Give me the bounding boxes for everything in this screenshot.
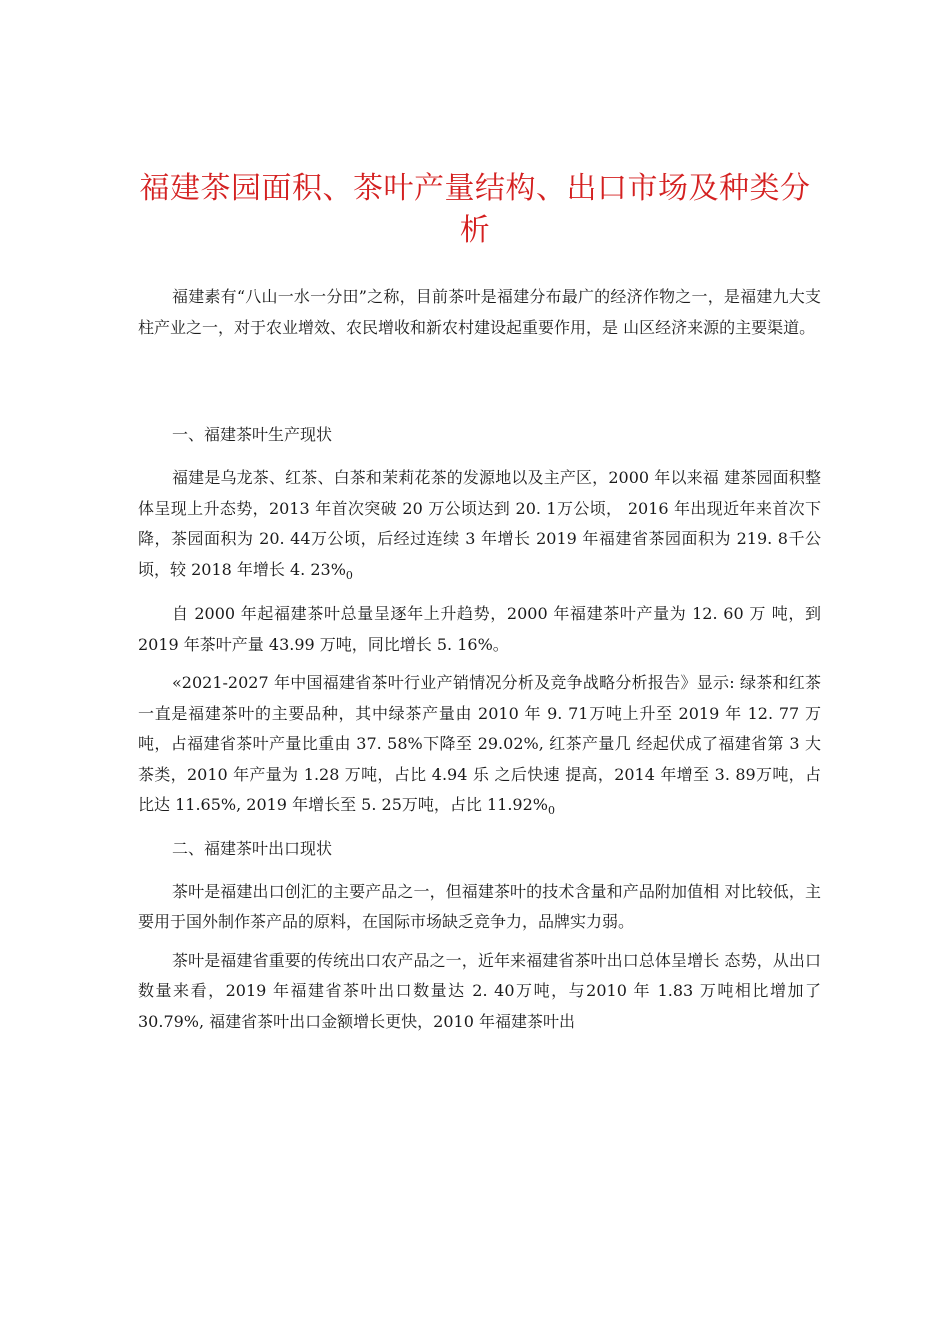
section-1-paragraph-1 — [138, 463, 821, 591]
section-1-paragraph-3-tail: 0 — [547, 804, 555, 817]
section-1-paragraph-1-text: 福建是乌龙茶、红茶、白茶和茉莉花茶的发源地以及主产区，2000 年以来福 建茶园面积整体呈现上升态势，2013 年首次突破 20 万公顷达到 20. 1万公顷， 2016 年出现近年来首次下降，茶园面积为 20. 44万公顷，后经过连续 3 年增长 2019 年福建省茶园面积为 219. 8千公顷，较 2018 年增长 4. 23% — [138, 468, 821, 579]
section-1-paragraph-3-text: «2021-2027 年中国福建省茶叶行业产销情况分析及竞争战略分析报告》显示: 绿茶和红茶一直是福建茶叶的主要品种，其中绿茶产量由 2010 年 9. 71万吨上升至 2019 年 12. 77 万吨，占福建省茶叶产量比重由 37. 58%下降至 29.02%, 红茶产量几 经起伏成了福建省第 3 大茶类，2010 年产量为 1.28 万吨，占比 4.94 乐 之后快速 提高，2014 年增至 3. 89万吨，占比达 11.65%, 2019 年增长至 5. 25万吨，占比 11.92% — [138, 673, 821, 814]
spacer — [138, 938, 821, 946]
section-2-paragraph-1: 茶叶是福建出口创汇的主要产品之一，但福建茶叶的技术含量和产品附加值相 对比较低，主要用于国外制作茶产品的原料，在国际市场缺乏竞争力，品牌实力弱。 — [138, 881, 821, 931]
section-2-heading: 二、福建茶叶出口现状 — [172, 838, 333, 858]
section-1-heading: 一、福建茶叶生产现状 — [172, 425, 333, 444]
spacer — [138, 591, 821, 599]
spacer — [138, 827, 821, 835]
section-1-paragraph-2: 自 2000 年起福建茶叶总量呈逐年上升趋势，2000 年福建茶叶产量为 12. 60 万 吨，到 2019 年茶叶产量 43.99 万吨，同比增长 5. 16%。 — [138, 604, 821, 654]
document-title: 福建茶园面积、茶叶产量结构、出口市场及种类分析 — [139, 171, 811, 248]
section-1-paragraph-1-tail: 0 — [345, 568, 353, 582]
spacer — [138, 343, 821, 421]
intro-paragraph: 福建素有“八山一水一分田”之称，目前茶叶是福建分布最广的经济作物之一，是福建九大支柱产业之一，对于农业增效、农民增收和新农村建设起重要作用，是 山区经济来源的主要渠道。 — [138, 287, 821, 337]
spacer — [138, 449, 821, 463]
spacer — [138, 660, 821, 668]
spacer — [138, 863, 821, 877]
section-2-paragraph-2: 茶叶是福建省重要的传统出口农产品之一，近年来福建省茶叶出口总体呈增长 态势，从出口数量来看，2019 年福建省茶叶出口数量达 2. 40万吨，与2010 年 1.83 万吨相比增加了 30.79%, 福建省茶叶出口金额增长更快，2010 年福建茶叶出 — [138, 950, 821, 1031]
document-body — [138, 282, 821, 1037]
section-1-paragraph-3 — [138, 668, 821, 827]
